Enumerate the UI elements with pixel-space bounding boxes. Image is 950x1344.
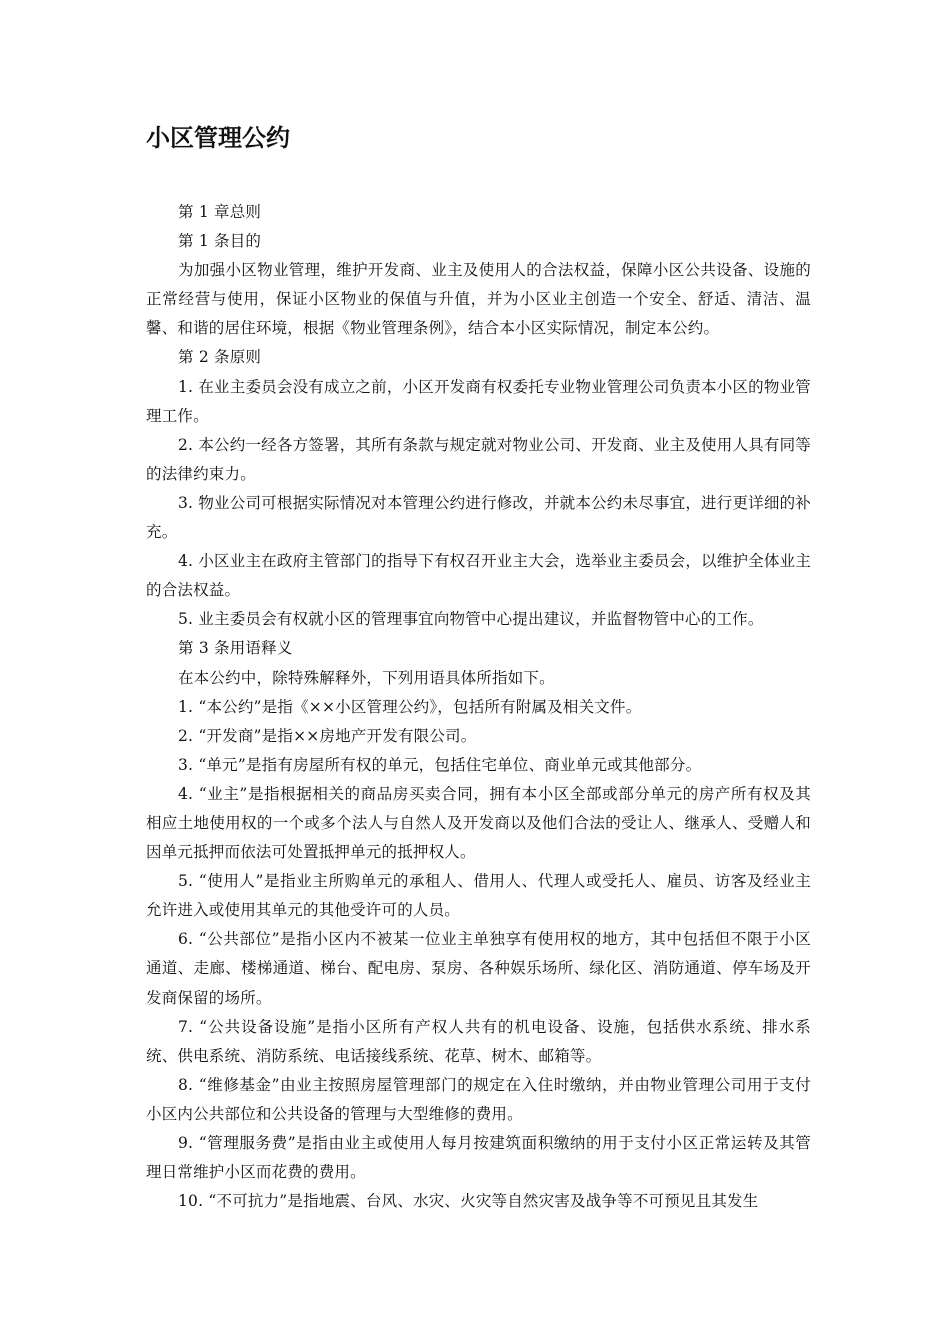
body-paragraph: 为加强小区物业管理，维护开发商、业主及使用人的合法权益，保障小区公共设备、设施的正常经营与使用，保证小区物业的保值与升值，并为小区业主创造一个安全、舒适、清洁、温馨、和谐的居住环境，根据《物业管理条例》，结合本小区实际情况，制定本公约。 bbox=[146, 261, 811, 338]
definition-item: 1. “本公约”是指《××小区管理公约》，包括所有附属及相关文件。 bbox=[178, 697, 642, 716]
list-item: 5. 业主委员会有权就小区的管理事宜向物管中心提出建议，并监督物管中心的工作。 bbox=[178, 610, 764, 629]
list-item: 2. 本公约一经各方签署，其所有条款与规定就对物业公司、开发商、业主及使用人具有同等的法律约束力。 bbox=[146, 435, 811, 483]
definition-item: 9. “管理服务费”是指由业主或使用人每月按建筑面积缴纳的用于支付小区正常运转及其管理日常维护小区而花费的费用。 bbox=[146, 1134, 811, 1182]
chapter-heading: 第 1 章总则 bbox=[178, 203, 262, 221]
definition-item: 3. “单元”是指有房屋所有权的单元，包括住宅单位、商业单元或其他部分。 bbox=[178, 755, 702, 774]
definition-item: 2. “开发商”是指××房地产开发有限公司。 bbox=[178, 726, 477, 745]
article-heading: 第 3 条用语释义 bbox=[178, 639, 293, 658]
definition-item: 5. “使用人”是指业主所购单元的承租人、借用人、代理人或受托人、雇员、访客及经业主允许进入或使用其单元的其他受许可的人员。 bbox=[146, 872, 811, 920]
article-heading: 第 1 条目的 bbox=[178, 232, 262, 251]
body-paragraph: 在本公约中，除特殊解释外，下列用语具体所指如下。 bbox=[178, 668, 555, 687]
definition-item: 4. “业主”是指根据相关的商品房买卖合同，拥有本小区全部或部分单元的房产所有权及其相应土地使用权的一个或多个法人与自然人及开发商以及他们合法的受让人、继承人、受赠人和因单元抵押而依法可处置抵押单元的抵押权人。 bbox=[146, 784, 811, 862]
list-item: 3. 物业公司可根据实际情况对本管理公约进行修改，并就本公约未尽事宜，进行更详细的补充。 bbox=[146, 493, 811, 542]
definition-item: 10. “不可抗力”是指地震、台风、水灾、火灾等自然灾害及战争等不可预见且其发生 bbox=[178, 1192, 759, 1211]
list-item: 1. 在业主委员会没有成立之前，小区开发商有权委托专业物业管理公司负责本小区的物业管理工作。 bbox=[146, 377, 811, 425]
definition-item: 8. “维修基金”由业主按照房屋管理部门的规定在入住时缴纳，并由物业管理公司用于支付小区内公共部位和公共设备的管理与大型维修的费用。 bbox=[146, 1075, 811, 1123]
definition-item: 6. “公共部位”是指小区内不被某一位业主单独享有使用权的地方，其中包括但不限于小区通道、走廊、楼梯通道、梯台、配电房、泵房、各种娱乐场所、绿化区、消防通道、停车场及开发商保留的场所。 bbox=[146, 930, 811, 1007]
document-title: 小区管理公约 bbox=[146, 124, 290, 152]
article-heading: 第 2 条原则 bbox=[178, 348, 262, 367]
document-body bbox=[146, 198, 811, 1216]
list-item: 4. 小区业主在政府主管部门的指导下有权召开业主大会，选举业主委员会，以维护全体业主的合法权益。 bbox=[146, 552, 811, 600]
definition-item: 7. “公共设备设施”是指小区所有产权人共有的机电设备、设施，包括供水系统、排水系统、供电系统、消防系统、电话接线系统、花草、树木、邮箱等。 bbox=[146, 1017, 811, 1065]
